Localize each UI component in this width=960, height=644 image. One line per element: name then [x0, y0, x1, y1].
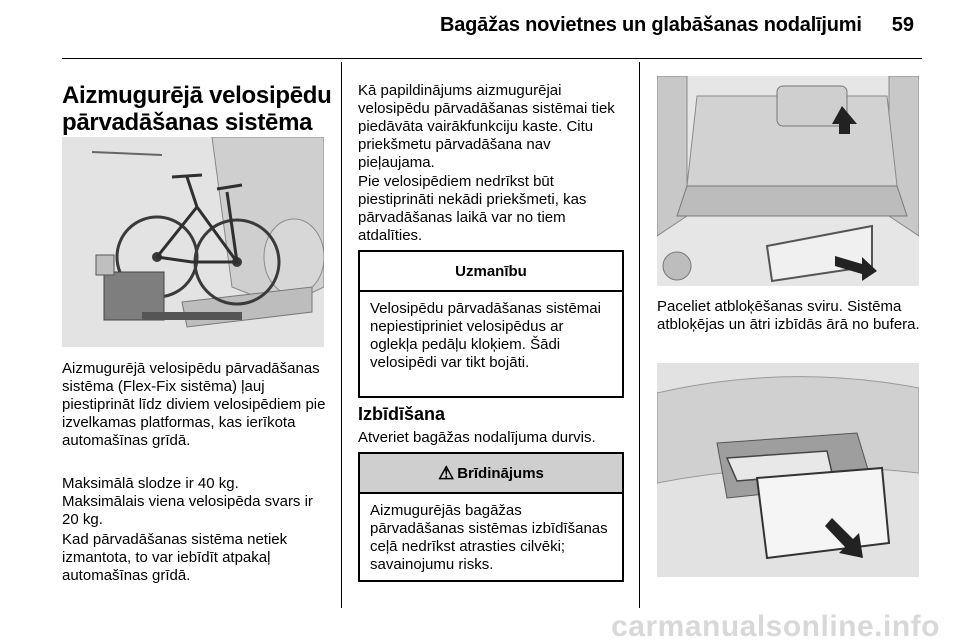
running-header: Bagāžas novietnes un glabāšanas nodalījumi: [440, 14, 862, 36]
intro-paragraph: Aizmugurējā velosipēdu pārvadāšanas sistēma (Flex-Fix sistēma) ļauj piestiprināt līdz diviem velosipēdiem pie izvelkamas platformas, kas ierīkota automašīnas grīdā.: [62, 360, 326, 449]
retract-paragraph: Kad pārvadāšanas sistēma netiek izmantota, to var iebīdīt atpakaļ automašīnas grīdā.: [62, 531, 288, 584]
caution-box: [358, 250, 624, 398]
open-tailgate-text: Atveriet bagāžas nodalījuma durvis.: [358, 429, 596, 446]
header-rule: [62, 58, 922, 59]
lift-lever-paragraph: Paceliet atbloķēšanas sviru. Sistēma atbloķējas un ātri izbīdās ārā no bufera.: [657, 298, 920, 333]
max-load-paragraph: [62, 475, 332, 529]
watermark: carmanualsonline.info: [611, 610, 940, 643]
warning-header: [360, 454, 622, 494]
caution-text: Velosipēdu pārvadāšanas sistēmai nepiestipriniet velosipēdus ar oglekļa pedāļu kloķiem. Šādi velosipēdi var tikt bojāti.: [370, 300, 601, 371]
bike-carrier-illustration: [62, 137, 324, 347]
column-divider-1: [341, 62, 342, 608]
warning-title: Brīdinājums: [457, 464, 544, 482]
max-bike-weight-text: Maksimālais viena velosipēda svars ir 20 kg.: [62, 493, 313, 528]
warning-box: [358, 452, 624, 582]
caution-title: Uzmanību: [360, 252, 622, 292]
warning-triangle-icon: ⚠: [438, 462, 455, 483]
platform-extended-illustration: [657, 363, 919, 577]
column-divider-2: [639, 62, 640, 608]
multifunction-box-paragraph: Kā papildinājums aizmugurējai velosipēdu pārvadāšanas sistēmai tiek piedāvāta vairākfunkciju kaste. Citu priekšmetu pārvadāšana nav pieļaujama.: [358, 82, 615, 171]
release-lever-illustration: [657, 76, 919, 286]
warning-text: Aizmugurējās bagāžas pārvadāšanas sistēmas izbīdīšanas ceļā nedrīkst atrasties cilvēki; savainojumu risks.: [370, 502, 608, 573]
no-objects-paragraph: Pie velosipēdiem nedrīkst būt piestiprināti nekādi priekšmeti, kas pārvadāšanas laikā var no tiem atdalīties.: [358, 173, 587, 244]
extension-subheading: Izbīdīšana: [358, 404, 446, 424]
page-number: 59: [891, 14, 914, 36]
section-title: Aizmugurējā velosipēdu pārvadāšanas sistēma: [62, 82, 332, 136]
max-load-text: Maksimālā slodze ir 40 kg.: [62, 475, 239, 492]
